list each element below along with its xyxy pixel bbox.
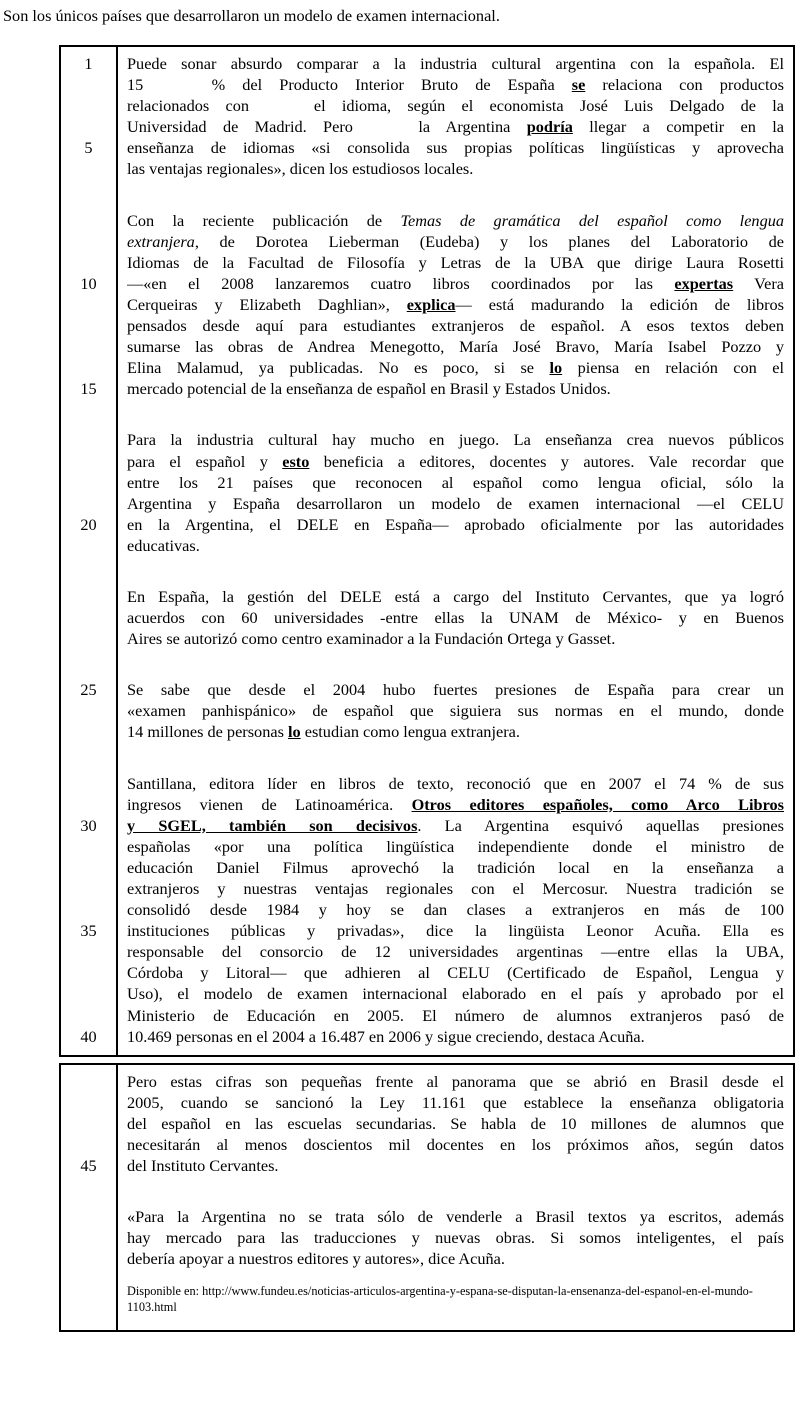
text-segment: extranjera bbox=[127, 231, 195, 251]
text-segment: Se sabe que desde el 2004 hubo fuertes presiones de España para crear un bbox=[127, 680, 784, 700]
paragraph-gap bbox=[127, 399, 784, 429]
line-number bbox=[61, 74, 116, 95]
text-line bbox=[127, 137, 784, 158]
text-line bbox=[127, 535, 784, 556]
paragraph-gap bbox=[127, 556, 784, 586]
text-line bbox=[127, 158, 784, 179]
text-segment: entre los 21 países que reconocen al español como lengua oficial, sólo la bbox=[127, 472, 784, 492]
text-segment: consolidó desde 1984 y hoy se dan clases a extranjeros en más de 100 bbox=[127, 900, 784, 920]
line-number bbox=[61, 429, 116, 450]
text-segment: españolas «por una política lingüística independiente donde el ministro de bbox=[127, 836, 784, 856]
text-segment: hay mercado para las traducciones y nuevas obras. Si somos inteligentes, el país bbox=[127, 1228, 784, 1248]
line-number bbox=[61, 315, 116, 336]
text-line bbox=[127, 378, 784, 399]
line-number: 10 bbox=[80, 273, 97, 293]
text-line bbox=[127, 95, 784, 116]
line-number: 45 bbox=[80, 1156, 97, 1176]
text-segment: responsable del consorcio de 12 universidades argentinas —entre ellas la UBA, bbox=[127, 942, 784, 962]
text-line bbox=[127, 1155, 784, 1176]
line-number: 40 bbox=[80, 1026, 97, 1046]
line-number bbox=[61, 607, 116, 628]
line-number bbox=[61, 451, 116, 472]
text-column-1 bbox=[118, 47, 793, 1055]
text-segment: Argentina y España desarrollaron un modelo de examen internacional —el CELU bbox=[127, 493, 784, 513]
text-column-2 bbox=[118, 1065, 793, 1330]
line-number bbox=[61, 836, 116, 857]
line-number bbox=[61, 899, 116, 920]
text-segment: del Instituto Cervantes. bbox=[127, 1156, 279, 1176]
text-segment: Elina Malamud, ya publicadas. No es poco, si se bbox=[127, 358, 550, 378]
text-segment: Otros editores españoles, como Arco Libros bbox=[411, 794, 784, 814]
line-number-column-2 bbox=[61, 1065, 118, 1330]
line-number bbox=[61, 1005, 116, 1026]
text-line bbox=[127, 53, 784, 74]
line-number-column-1 bbox=[61, 47, 118, 1055]
text-segment: . La Argentina esquivó aquellas presiones bbox=[417, 815, 784, 835]
line-number: 35 bbox=[80, 921, 97, 941]
line-number bbox=[61, 878, 116, 899]
text-segment: necesitarán al menos doscientos mil docentes en los próximos años, según datos bbox=[127, 1135, 784, 1155]
text-segment: Puede sonar absurdo comparar a la industria cultural argentina con la española. El bbox=[127, 54, 784, 73]
line-number bbox=[61, 628, 116, 649]
text-segment: Universidad de Madrid. Pero la Argentina bbox=[127, 117, 527, 137]
text-segment: estudian como lengua extranjera. bbox=[300, 722, 520, 742]
text-segment: en la Argentina, el DELE en España— aprobado oficialmente por las autoridades bbox=[127, 514, 784, 534]
line-number bbox=[61, 1092, 116, 1113]
line-number bbox=[61, 535, 116, 556]
text-line bbox=[127, 857, 784, 878]
paragraph-gap bbox=[61, 399, 116, 429]
text-line bbox=[127, 1113, 784, 1134]
line-number: 30 bbox=[80, 815, 97, 835]
text-line bbox=[127, 941, 784, 962]
text-line bbox=[127, 1206, 784, 1227]
text-line bbox=[127, 920, 784, 941]
paragraph-gap bbox=[127, 743, 784, 773]
text-segment: 14 millones de personas bbox=[127, 722, 288, 742]
text-segment: enseñanza de idiomas «si consolida sus propias políticas lingüísticas y aprovecha bbox=[127, 138, 784, 158]
text-line bbox=[127, 983, 784, 1004]
text-segment: mercado potencial de la enseñanza de español en Brasil y Estados Unidos. bbox=[127, 379, 611, 399]
text-line bbox=[127, 1134, 784, 1155]
text-segment: , de Dorotea Lieberman (Eudeba) y los planes del Laboratorio de bbox=[194, 231, 784, 251]
line-number bbox=[61, 983, 116, 1004]
text-segment: Para la industria cultural hay mucho en juego. La enseñanza crea nuevos públicos bbox=[127, 430, 784, 450]
line-number bbox=[61, 357, 116, 378]
text-segment: podría bbox=[526, 117, 573, 137]
text-segment: pensados desde aquí para estudiantes extranjeros de español. A esos textos deben bbox=[127, 316, 784, 336]
text-line bbox=[127, 1092, 784, 1113]
line-number bbox=[61, 95, 116, 116]
text-line bbox=[127, 294, 784, 315]
paragraph-gap bbox=[127, 1176, 784, 1206]
text-segment: explica bbox=[406, 294, 456, 314]
text-segment: Ministerio de Educación en 2005. El número de alumnos extranjeros pasó de bbox=[127, 1005, 784, 1025]
text-line bbox=[127, 721, 784, 742]
text-segment: Uso), el modelo de examen internacional elaborado en el país y aprobado por el bbox=[127, 984, 784, 1004]
text-segment: Pero estas cifras son pequeñas frente al panorama que se abrió en Brasil desde el bbox=[127, 1071, 784, 1091]
text-line bbox=[127, 336, 784, 357]
text-segment: llegar a competir en la bbox=[572, 117, 784, 137]
text-segment: se bbox=[571, 75, 586, 95]
text-line bbox=[127, 357, 784, 378]
paragraph-gap bbox=[127, 180, 784, 210]
text-segment: instituciones públicas y privadas», dice la lingüista Leonor Acuña. Ella es bbox=[127, 921, 784, 941]
line-number bbox=[61, 158, 116, 179]
text-line bbox=[127, 1071, 784, 1092]
intro-line: Son los únicos países que desarrollaron un modelo de examen internacional. bbox=[3, 6, 500, 25]
text-segment: Con la reciente publicación de bbox=[127, 210, 401, 230]
text-segment: sumarse las obras de Andrea Menegotto, María José Bravo, María Isabel Pozzo y bbox=[127, 337, 784, 357]
line-number bbox=[61, 586, 116, 607]
text-line bbox=[127, 607, 784, 628]
line-number bbox=[61, 794, 116, 815]
text-segment: «examen panhispánico» de español que siguiera sus normas en el mundo, donde bbox=[127, 701, 784, 721]
line-number bbox=[61, 472, 116, 493]
line-number bbox=[61, 210, 116, 231]
text-line bbox=[127, 899, 784, 920]
text-segment: debería apoyar a nuestros editores y autores», dice Acuña. bbox=[127, 1249, 505, 1269]
text-lines-2 bbox=[127, 1071, 784, 1270]
line-number: 15 bbox=[80, 379, 97, 399]
text-segment: relacionados con el idioma, según el economista José Luis Delgado de la bbox=[127, 96, 784, 116]
line-number bbox=[61, 336, 116, 357]
line-number bbox=[61, 700, 116, 721]
text-segment: Temas de gramática del español como lengua bbox=[400, 210, 784, 230]
text-line bbox=[127, 493, 784, 514]
paragraph-gap bbox=[127, 649, 784, 679]
text-line bbox=[127, 586, 784, 607]
text-line bbox=[127, 1005, 784, 1026]
line-number bbox=[61, 294, 116, 315]
text-line bbox=[127, 878, 784, 899]
text-line bbox=[127, 700, 784, 721]
text-segment: Santillana, editora líder en libros de texto, reconoció que en 2007 el 74 % de sus bbox=[127, 773, 784, 793]
text-segment: para el español y bbox=[127, 451, 283, 471]
source-note: Disponible en: http://www.fundeu.es/noticias-articulos-argentina-y-espana-se-disputan-la-ensenanza-del-espanol-en-el-mundo-1103.html bbox=[127, 1283, 753, 1314]
text-line bbox=[127, 74, 784, 95]
paragraph-gap bbox=[61, 180, 116, 210]
line-number bbox=[61, 1071, 116, 1092]
paragraph-gap bbox=[61, 743, 116, 773]
text-line bbox=[127, 429, 784, 450]
text-segment: ingresos vienen de Latinoamérica. bbox=[127, 794, 412, 814]
text-segment: esto bbox=[282, 451, 310, 471]
text-segment: del español en las escuelas secundarias. Se habla de 10 millones de alumnos que bbox=[127, 1113, 784, 1133]
text-line bbox=[127, 962, 784, 983]
line-number: 5 bbox=[84, 138, 93, 158]
text-line bbox=[127, 231, 784, 252]
line-number: 20 bbox=[80, 514, 97, 534]
line-number: 1 bbox=[84, 54, 93, 73]
text-segment: lo bbox=[549, 358, 563, 378]
text-segment: expertas bbox=[674, 273, 734, 293]
text-segment: 10.469 personas en el 2004 a 16.487 en 2006 y sigue creciendo, destaca Acuña. bbox=[127, 1026, 645, 1046]
text-segment: —«en el 2008 lanzaremos cuatro libros coordinados por las bbox=[127, 273, 675, 293]
text-segment: Córdoba y Litoral— que adhieren al CELU (Certificado de Español, Lengua y bbox=[127, 963, 784, 983]
text-segment: educativas. bbox=[127, 535, 200, 555]
text-line bbox=[127, 315, 784, 336]
line-number bbox=[61, 493, 116, 514]
text-line bbox=[127, 1026, 784, 1047]
line-number bbox=[61, 1134, 116, 1155]
text-segment: educación Daniel Filmus aprovechó la tradición local en la enseñanza a bbox=[127, 857, 784, 877]
text-segment: extranjeros y nuestras ventajas regionales con el Mercosur. Nuestra tradición se bbox=[127, 879, 784, 898]
line-number bbox=[61, 252, 116, 273]
line-number bbox=[61, 773, 116, 794]
line-number bbox=[61, 1227, 116, 1248]
text-segment: 15 % del Producto Interior Bruto de España bbox=[127, 75, 572, 95]
line-number bbox=[61, 1113, 116, 1134]
text-segment: acuerdos con 60 universidades -entre ellas la UNAM de México- y en Buenos bbox=[127, 608, 784, 628]
text-line bbox=[127, 773, 784, 794]
text-line bbox=[127, 116, 784, 137]
text-line bbox=[127, 252, 784, 273]
text-line bbox=[127, 1227, 784, 1248]
text-block-2 bbox=[59, 1063, 795, 1332]
text-line bbox=[127, 836, 784, 857]
line-number bbox=[61, 116, 116, 137]
text-line bbox=[127, 472, 784, 493]
line-number bbox=[61, 721, 116, 742]
paragraph-gap bbox=[61, 649, 116, 679]
text-segment: lo bbox=[287, 722, 301, 742]
text-segment: Cerqueiras y Elizabeth Daghlian», bbox=[127, 294, 407, 314]
line-number bbox=[61, 941, 116, 962]
text-segment: En España, la gestión del DELE está a cargo del Instituto Cervantes, que ya logró bbox=[127, 586, 784, 606]
text-line bbox=[127, 679, 784, 700]
text-segment: relaciona con productos bbox=[585, 75, 784, 95]
paragraph-gap bbox=[61, 1176, 116, 1206]
line-number bbox=[61, 1248, 116, 1269]
text-line bbox=[127, 273, 784, 294]
text-segment: Idiomas de la Facultad de Filosofía y Letras de la UBA que dirige Laura Rosetti bbox=[127, 252, 784, 272]
paragraph-gap bbox=[61, 556, 116, 586]
text-line bbox=[127, 210, 784, 231]
text-segment: las ventajas regionales», dicen los estudiosos locales. bbox=[127, 159, 474, 179]
text-segment: piensa en relación con el bbox=[562, 358, 784, 378]
text-line bbox=[127, 1248, 784, 1269]
line-number bbox=[61, 857, 116, 878]
text-line bbox=[127, 815, 784, 836]
text-line bbox=[127, 451, 784, 472]
text-line bbox=[127, 794, 784, 815]
text-block-1 bbox=[59, 45, 795, 1057]
text-segment: Aires se autorizó como centro examinador a la Fundación Ortega y Gasset. bbox=[127, 629, 616, 649]
line-number bbox=[61, 962, 116, 983]
line-number bbox=[61, 1206, 116, 1227]
text-segment: beneficia a editores, docentes y autores. Vale recordar que bbox=[309, 451, 784, 471]
text-segment: 2005, cuando se sancionó la Ley 11.161 que establece la enseñanza obligatoria bbox=[127, 1092, 784, 1112]
text-line bbox=[127, 628, 784, 649]
text-segment: y SGEL, también son decisivos bbox=[127, 815, 418, 835]
text-segment: Vera bbox=[733, 273, 784, 293]
line-number: 25 bbox=[80, 680, 97, 700]
text-line bbox=[127, 514, 784, 535]
text-segment: — está madurando la edición de libros bbox=[455, 294, 784, 314]
line-number bbox=[61, 231, 116, 252]
text-segment: «Para la Argentina no se trata sólo de venderle a Brasil textos ya escritos, además bbox=[127, 1207, 784, 1227]
